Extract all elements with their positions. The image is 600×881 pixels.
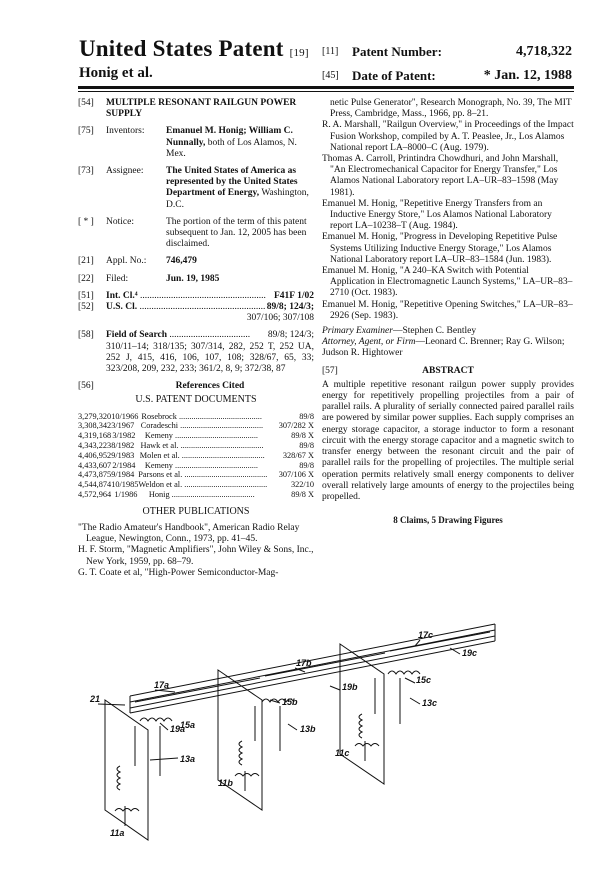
field-uscl-cont: 307/106; 307/108 [246, 313, 314, 324]
patent-row [78, 461, 314, 471]
inductor-15c [388, 671, 420, 674]
label-11b: 11b [218, 778, 233, 788]
field-notice: [ * ] Notice: The portion of the term of this patent subsequent to Jan. 12, 2005 has been disclaimed. [78, 216, 307, 250]
patent-name: Coradeschi ........................................ [140, 421, 264, 431]
patent-name: Kemeny ........................................ [144, 431, 258, 441]
patent-title: United States Patent [19] [79, 36, 309, 61]
patent-row [78, 412, 314, 422]
label-17c: 17c [418, 630, 434, 640]
reference: R. A. Marshall, "Railgun Overview," in Proceedings of the Impact Fusion Workshop, compiled by A. T. Peaslee, Jr., Los Alamos National report LA–8000–C (Aug. 1979). [322, 120, 574, 153]
patent-row [78, 490, 314, 500]
patent-row [78, 480, 314, 490]
patent-name: Honig ........................................ [148, 490, 255, 500]
patent-number: 4,319,168 [78, 431, 112, 441]
patent-date: 2/1984 [112, 460, 136, 470]
publication: H. F. Storm, "Magnetic Amplifiers", John Wiley & Sons, Inc., New York, 1959, pp. 68–79. [78, 545, 314, 567]
patent-class: 307/282 X [278, 421, 314, 431]
reference: Emanuel M. Honig, "Progress in Developing Repetitive Pulse Systems Utilizing Inductive Energy Storage," Los Alamos National Laboratory report LA–UR–83–1584 (Jun. 1983). [322, 232, 558, 265]
attorney: Attorney, Agent, or Firm—Leonard C. Brenner; Ray G. Wilson; Judson R. Hightower [322, 337, 565, 359]
primary-examiner: Primary Examiner—Stephen C. Bentley [322, 326, 477, 337]
header-rule-thin [78, 91, 574, 92]
patent-date: 9/1983 [111, 450, 135, 460]
label-13a: 13a [180, 754, 196, 764]
patent-date: 8/1982 [111, 441, 135, 451]
field-title: [54] MULTIPLE RESONANT RAILGUN POWER SUPPLY [78, 98, 297, 120]
patent-name: Molen et al. ........................................ [139, 450, 265, 460]
refs-heading: [56] References Cited [78, 381, 245, 392]
label-15a: 15a [180, 720, 196, 730]
reference: Emanuel M. Honig, "A 240–KA Switch with Potential Application in Electromagnetic Launch Systems," LA–UR–83–2710 (Oct. 1983). [322, 266, 573, 299]
header-rule [78, 86, 574, 89]
patent-date: [45] Date of Patent: * Jan. 12, 1988 [322, 68, 572, 83]
patent-class: 89/8 X [291, 431, 314, 441]
patent-row [78, 431, 314, 441]
patent-number: 4,406,952 [78, 450, 112, 460]
patent-date: 9/1984 [111, 470, 135, 480]
patent-row [78, 441, 314, 451]
patent-name: Parsons et al. ........................................ [138, 470, 268, 480]
reference: Emanuel M. Honig, "Repetitive Opening Switches," LA–UR–83–2926 (Sep. 1983). [322, 299, 573, 321]
patent-number: 4,544,874 [78, 480, 112, 490]
label-19a: 19a [170, 724, 186, 734]
patent-class: 89/8 [299, 441, 314, 451]
patent-date: 10/1985 [111, 480, 139, 490]
patent-date: 1/1986 [114, 490, 138, 500]
field-intcl: [51] Int. Cl.⁴ ..................................................... F41F 1/02 [78, 290, 314, 301]
label-13b: 13b [300, 724, 316, 734]
patent-number: 3,308,342 [78, 421, 112, 431]
label-19b: 19b [342, 682, 358, 692]
patent-date: 10/1966 [111, 411, 139, 421]
publication: G. T. Coate et al, "High-Power Semiconductor-Mag- [78, 567, 279, 578]
switch-13b [239, 741, 242, 765]
label-17a: 17a [154, 680, 170, 690]
us-patent-docs-title: U.S. PATENT DOCUMENTS [135, 394, 257, 406]
field-filed: [22] Filed: Jun. 19, 1985 [78, 273, 220, 284]
patent-class: 89/8 X [291, 490, 314, 500]
label-15c: 15c [416, 675, 432, 685]
patent-number: 4,433,607 [78, 460, 112, 470]
patent-name: Kemeny ........................................ [144, 460, 258, 470]
references-continued [322, 98, 574, 322]
patent-row [78, 470, 314, 480]
label-21: 21 [90, 694, 101, 704]
capacitor-11a [115, 809, 139, 812]
panel-a [105, 700, 148, 840]
patent-number: 4,572,964 [78, 490, 112, 500]
left-column [78, 98, 314, 579]
switch-13a [117, 766, 120, 790]
field-uscl: [52] U.S. Cl. ..................................................... 89/8; 124/3; [78, 302, 314, 313]
publication: "The Radio Amateur's Handbook", American Radio Relay League, Newington, Conn., 1973, pp. 41–45. [78, 523, 300, 545]
capacitor-11c [355, 744, 379, 747]
field-appl: [21] Appl. No.: 746,479 [78, 256, 197, 267]
patent-class: 322/10 [290, 480, 314, 490]
reference: Emanuel M. Honig, "Repetitive Energy Transfers from an Inductive Energy Store," Los Alamos National Laboratory report LA–10238–T (Aug. 1984). [322, 198, 552, 232]
rail-bottom [130, 636, 495, 708]
other-pubs-title: OTHER PUBLICATIONS [142, 505, 250, 517]
field-search: [58] Field of Search .................................. 89/8; 124/3; 310/11–14; 318/135; 307/314, 282, 252 T, 252 UA, 252 J, 415, 416, 106, 107, 108; 328/67, 65, 33; 323/208, 209, 232, 233; 361/2, 8, 9; 372/38, 87 [78, 330, 314, 375]
field-assignee: [73] Assignee: The United States of America as represented by the United States Department of Energy, Washington, D.C. [78, 166, 309, 210]
inductor-15a [140, 718, 172, 721]
patent-number: 3,279,320 [78, 411, 112, 421]
patent-class: 328/67 X [282, 450, 314, 460]
patent-name: Weldon et al. ........................................ [138, 480, 268, 490]
patent-number: 4,473,875 [78, 470, 112, 480]
patent-row [78, 421, 314, 431]
abstract-text: A multiple repetitive resonant railgun power supply provides energy for repetitively propelling projectiles from a pair of parallel rails. A plurality of serially connected paired parallel rails are powered by similar power supplies. Each supply comprises an energy storage capacitor, a storage inductor to form a resonant circuit with the energy storage capacitor and a magnetic switch to transfer energy between the resonant circuit and the pair of parallel rails for the propelling of projectiles. The multiple serial operation permits relatively small energy components to deliver overall relatively large amounts of energy to the projectiles being propelled. [322, 379, 574, 502]
patent-name: Hawk et al. ........................................ [140, 441, 264, 451]
patent-date: 3/1967 [111, 421, 135, 431]
patent-name: Rosebrock ........................................ [141, 411, 262, 421]
other-publications [78, 523, 314, 579]
claims-count: 8 Claims, 5 Drawing Figures [393, 515, 503, 526]
patent-row [78, 451, 314, 461]
inventors-short: Honig et al. [79, 65, 153, 81]
patent-class: 307/106 X [278, 470, 314, 480]
patent-class: 89/8 [299, 411, 314, 421]
rail-top [130, 624, 495, 696]
patent-number: [11] Patent Number: 4,718,322 [322, 44, 572, 59]
railgun-drawing [90, 626, 580, 876]
label-13c: 13c [422, 698, 438, 708]
patent-number: 4,343,223 [78, 441, 112, 451]
patent-class: 89/8 [299, 460, 314, 470]
right-column [322, 98, 574, 526]
switch-13c [359, 714, 362, 738]
reference: Thomas A. Carroll, Printindra Chowdhuri, and John Marshall, "An Electromechanical Capacitor for Energy Transfer," Los Alamos National Laboratory report LA–UR–83–1598 (May 1981). [322, 154, 559, 198]
reference: netic Pulse Generator", Research Monograph, No. 39, The MIT Press, Cambridge, Mass., 1966, pp. 8–21. [330, 98, 572, 120]
field-inventors: [75] Inventors: Emanuel M. Honig; William C. Nunnally, both of Los Alamos, N. Mex. [78, 126, 297, 159]
label-15b: 15b [282, 697, 298, 707]
capacitor-11b [235, 774, 259, 777]
abstract-heading: [57] ABSTRACT [322, 365, 474, 376]
label-11a: 11a [110, 828, 125, 838]
patent-date: 3/1982 [112, 431, 136, 441]
label-19c: 19c [462, 648, 478, 658]
label-11c: 11c [335, 748, 350, 758]
label-17b: 17b [296, 658, 312, 668]
patent-list [78, 412, 314, 500]
